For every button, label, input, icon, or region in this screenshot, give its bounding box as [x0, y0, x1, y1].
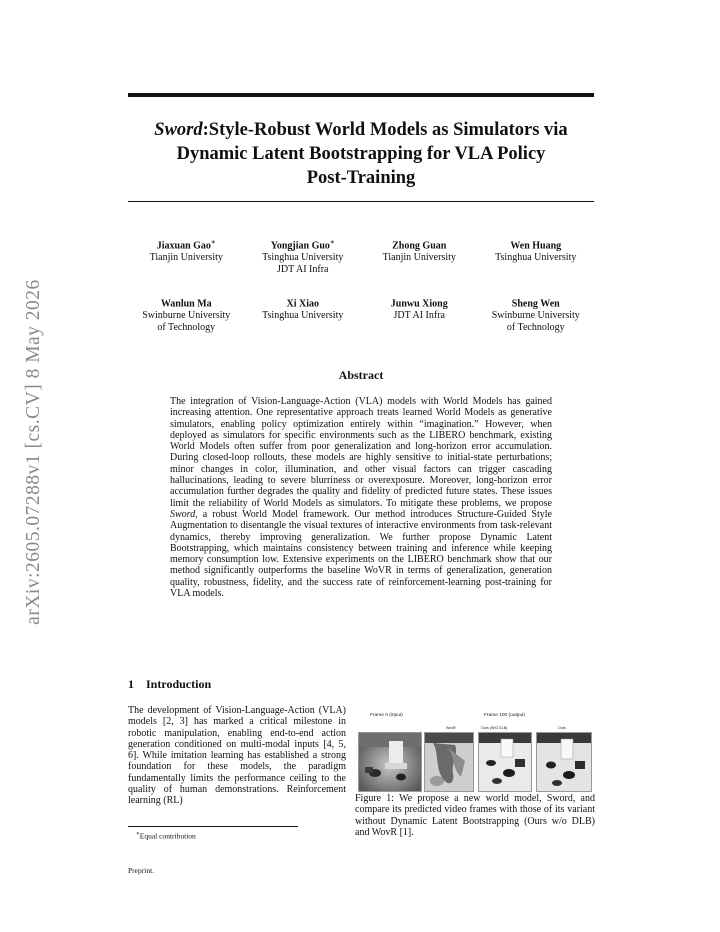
robot-scene-image — [537, 733, 591, 791]
figure-sublabel-wovr: WovR — [446, 726, 456, 730]
author-affiliation: Tianjin University — [382, 252, 456, 264]
abstract-text-part1: The integration of Vision-Language-Action (VLA) models with World Models has gained increasing attention. One representative approach treats learned World Models as generative simulators, enabling policy optimization entirely within “imagination.” However, when deployed as simulators for specific environments such as the LIBERO benchmark, existing World Models often suffer from poor generalization and long-horizon error accumulation. During closed-loop rollouts, these models are highly sensitive to initial-state perturbations; minor changes in color, illumination, and other visual factors can trigger cascading hallucinations, leading to severe blurriness or overexposure. Moreover, long-horizon error accumulation further degrades the quality and fidelity of predicted future states. These issues limit the reliability of World Models as simulators. To mitigate these problems, we propose — [170, 396, 552, 509]
title-rule-bottom — [128, 201, 594, 202]
author-block — [365, 236, 473, 276]
robot-scene-image — [479, 733, 531, 791]
abstract-emphasis: Sword — [170, 508, 196, 520]
author-block — [482, 294, 590, 334]
figure-frame-ours — [536, 732, 592, 792]
author-row-1 — [128, 236, 594, 276]
author-name: Wen Huang — [510, 240, 562, 252]
author-name: Zhong Guan — [392, 240, 447, 252]
figure-frame-ours-wo-dlb — [478, 732, 532, 792]
title-line2: Dynamic Latent Bootstrapping for VLA Policy — [176, 144, 546, 164]
author-affiliation: of Technology — [506, 322, 565, 334]
author-name: Jiaxuan Gao — [156, 240, 211, 252]
author-affiliation: Tsinghua University — [262, 252, 344, 264]
title-line1: :Style-Robust World Models as Simulators via — [202, 120, 568, 140]
paper-title — [128, 118, 594, 190]
author-name: Junwu Xiong — [390, 298, 448, 310]
author-affiliation: Tianjin University — [149, 252, 223, 264]
abstract-text-part2: , a robust World Model framework. Our method introduces Structure-Guided Style Augmentation to disentangle the visual textures of interactive environments from task-relevant dynamics, thereby improving generalization. We further propose Dynamic Latent Bootstrapping, which maintains consistency between training and inference while keeping memory consumption low. Extensive experiments on the LIBERO benchmark show that our method significantly outperforms the baseline WoVR in terms of generalization, generation quality, robustness, fidelity, and the success rate of reinforcement-learning post-training for VLA models. — [170, 508, 552, 600]
title-line3: Post-Training — [306, 168, 416, 188]
figure-sublabel-ours-wo-dlb: Ours (W/O DLB) — [481, 726, 508, 730]
author-affiliation: Swinburne University — [491, 310, 580, 322]
equal-contribution-mark: ∗ — [210, 238, 216, 246]
author-block — [365, 294, 473, 334]
author-affiliation: Tsinghua University — [495, 252, 577, 264]
abstract-body — [170, 396, 552, 599]
author-name: Yongjian Guo — [270, 240, 330, 252]
intro-paragraph: The development of Vision-Language-Action (VLA) models [2, 3] has marked a critical milestone in robotic manipulation, enabling end-to-end action generation conditioned on multi-modal inputs [4, 5, 6]. While imitation learning has established a strong foundation for these models, the paradigm fundamentally limits the performance ceiling to the quality of human demonstrations. Reinforcement learning (RL) — [128, 705, 346, 807]
footnote-rule — [128, 826, 298, 827]
author-block — [249, 236, 357, 276]
figure-sublabel-ours: Ours — [558, 726, 566, 730]
author-block — [132, 236, 240, 276]
author-block — [482, 236, 590, 276]
robot-scene-image — [359, 733, 421, 791]
figure-label-output: Frame 100 (output) — [484, 713, 526, 718]
author-name: Xi Xiao — [286, 298, 319, 310]
author-name: Wanlun Ma — [160, 298, 212, 310]
section-title: Introduction — [146, 677, 212, 691]
author-row-2 — [128, 294, 594, 334]
preprint-label: Preprint. — [128, 866, 155, 875]
author-affiliation: JDT AI Infra — [393, 310, 445, 322]
footnote-text: Equal contribution — [139, 831, 196, 841]
section-heading — [128, 677, 211, 692]
footnote — [136, 831, 196, 841]
author-affiliation: of Technology — [157, 322, 216, 334]
figure-label-input: Frame 0 (input) — [370, 713, 403, 718]
title-rule-top — [128, 93, 594, 97]
author-affiliation: Tsinghua University — [262, 310, 344, 322]
figure-frame-input — [358, 732, 422, 792]
section-number: 1 — [128, 677, 134, 691]
author-name: Sheng Wen — [511, 298, 560, 310]
figure-1 — [358, 711, 594, 791]
author-affiliation: JDT AI Infra — [277, 264, 329, 276]
author-affiliation: Swinburne University — [142, 310, 231, 322]
figure-caption: Figure 1: We propose a new world model, Sword, and compare its predicted video frames with those of its variant without Dynamic Latent Bootstrapping (Ours w/o DLB) and WovR [1]. — [355, 793, 595, 838]
equal-contribution-mark: ∗ — [329, 238, 335, 246]
figure-frame-wovr — [424, 732, 474, 792]
author-block — [249, 294, 357, 334]
arxiv-stamp: arXiv:2605.07288v1 [cs.CV] 8 May 2026 — [23, 279, 44, 625]
blurry-scene-image — [425, 733, 473, 791]
footnote-mark: ∗ — [136, 831, 140, 837]
author-block — [132, 294, 240, 334]
title-emphasis: Sword — [154, 120, 203, 140]
abstract-heading: Abstract — [338, 368, 384, 382]
